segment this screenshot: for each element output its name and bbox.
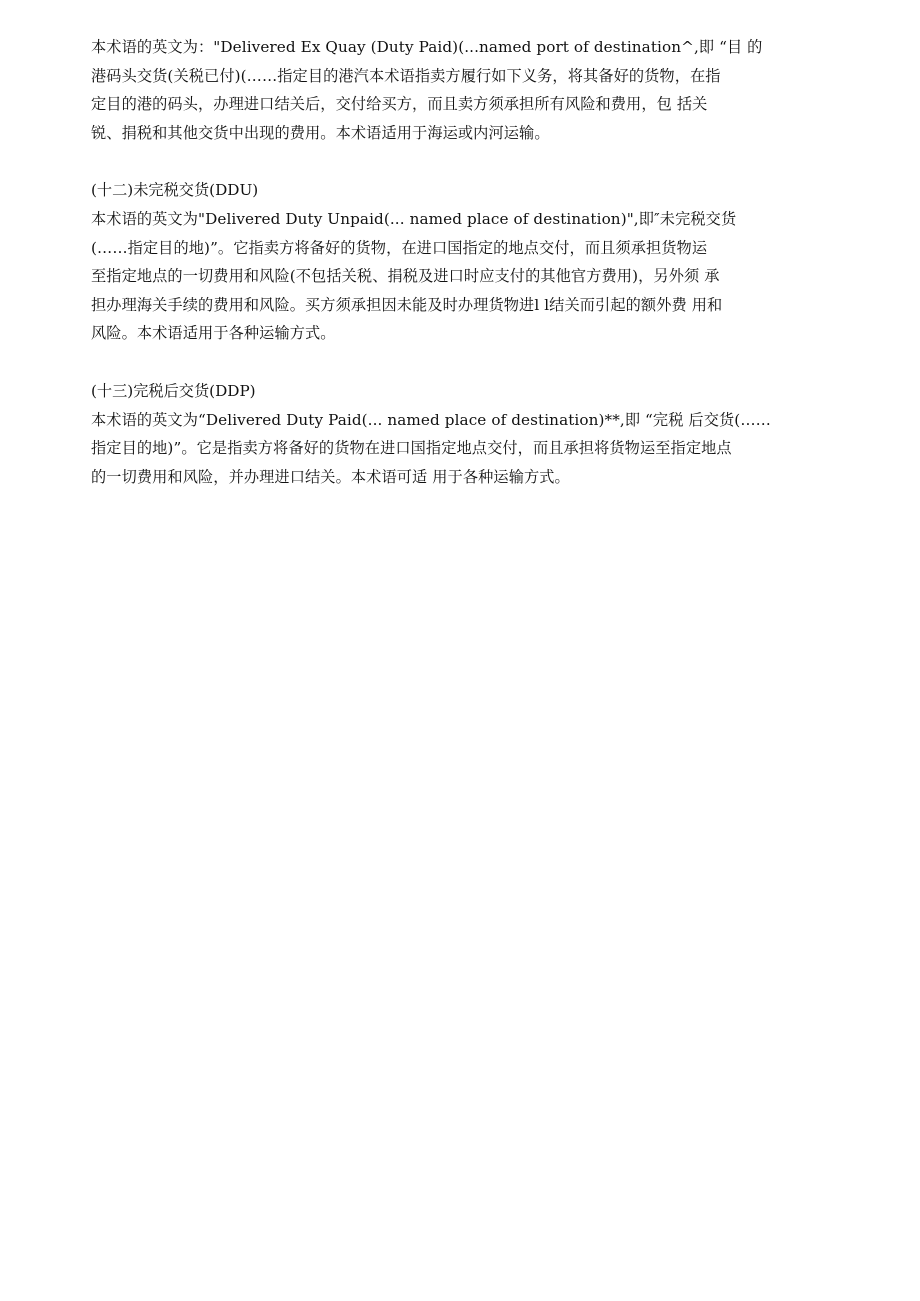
paragraph-gap <box>91 348 836 377</box>
paragraph-gap <box>91 147 836 176</box>
paragraph-line: 指定目的地)”。它是指卖方将备好的货物在进口国指定地点交付，而且承担将货物运至指定地点 <box>91 439 732 458</box>
paragraph-line: 本术语的英文为："Delivered Ex Quay (Duty Paid)(...named port of destination^,即 “目 的 <box>91 38 763 56</box>
paragraph-line: 定目的港的码头，办理进口结关后，交付给买方，而且卖方须承担所有风险和费用，包 括关 <box>91 95 708 114</box>
paragraph-line: (……指定目的地)”。它指卖方将备好的货物，在进口国指定的地点交付，而且须承担货物运 <box>91 238 708 257</box>
paragraph-line: 锐、捐税和其他交货中出现的费用。本术语适用于海运或内河运输。 <box>91 123 550 142</box>
paragraph-line: 本术语的英文为"Delivered Duty Unpaid(... named place of destination)",即″未完税交货 <box>91 209 737 228</box>
section-heading-ddu: (十二)未完税交货(DDU) <box>91 181 259 200</box>
paragraph-ddu <box>91 205 836 348</box>
paragraph-deq <box>91 33 836 147</box>
paragraph-line: 担办理海关手续的费用和风险。买方须承担因未能及时办理货物进l l结关而引起的额外费 用和 <box>91 295 723 314</box>
paragraph-line: 的一切费用和风险，并办理进口结关。本术语可适 用于各种运输方式。 <box>91 467 570 486</box>
document-page <box>91 33 836 491</box>
paragraph-line: 风险。本术语适用于各种运输方式。 <box>91 324 336 343</box>
section-heading-ddp: (十三)完税后交货(DDP) <box>91 381 256 400</box>
paragraph-line: 港码头交货(关税已付)(……指定目的港汽本术语指卖方履行如下义务，将其备好的货物，在指 <box>91 66 721 85</box>
paragraph-line: 至指定地点的一切费用和风险(不包括关税、捐税及进口时应支付的其他官方费用)，另外须 承 <box>91 267 720 286</box>
paragraph-ddp <box>91 406 836 492</box>
paragraph-line: 本术语的英文为“Delivered Duty Paid(... named place of destination)**,即 “完税 后交货(…… <box>91 410 771 429</box>
